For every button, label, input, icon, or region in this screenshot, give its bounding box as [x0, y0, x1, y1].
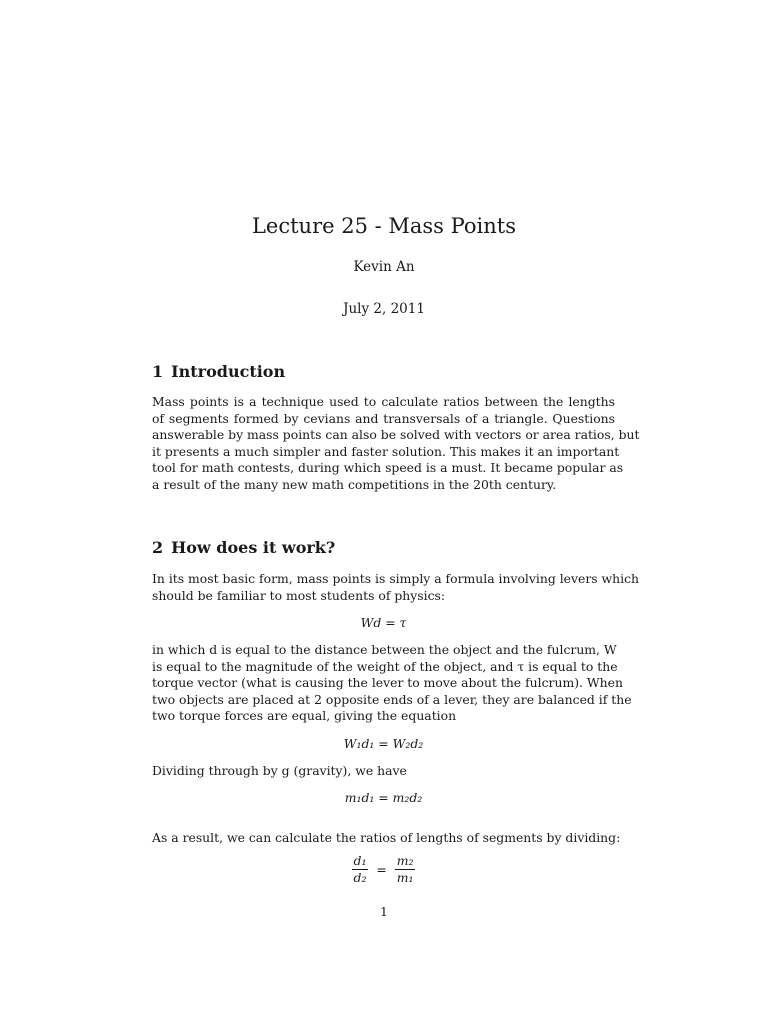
equation-mass-balance	[152, 790, 615, 805]
intro-paragraph	[152, 394, 640, 494]
text-line: is equal to the magnitude of the weight of the object, and τ is equal to the	[152, 658, 618, 674]
text-line: two objects are placed at 2 opposite ends of a lever, they are balanced if the	[152, 691, 632, 707]
text-line: should be familiar to most students of physics:	[152, 587, 446, 603]
fraction-lhs	[352, 854, 369, 885]
text-line: Mass points is a technique used to calculate ratios between the lengths	[152, 394, 615, 409]
equation-torque	[152, 615, 615, 630]
text-line: of segments formed by cevians and transversals of a triangle. Questions	[152, 410, 615, 426]
text-line: in which d is equal to the distance between the object and the fulcrum, W	[152, 642, 617, 657]
fraction-denominator: m₁	[396, 870, 414, 885]
text-line: a result of the many new math competitions in the 20th century.	[152, 476, 557, 492]
text-line: Dividing through by g (gravity), we have	[152, 763, 407, 778]
section-title: Introduction	[171, 362, 286, 381]
text-line: As a result, we can calculate the ratios of lengths of segments by dividing:	[152, 830, 621, 845]
equation-text: W₁d₁ = W₂d₂	[343, 736, 424, 751]
text-line: In its most basic form, mass points is simply a formula involving levers which	[152, 571, 640, 586]
section-title: How does it work?	[171, 538, 336, 557]
fraction-rhs	[395, 854, 416, 885]
section-number: 2	[152, 538, 164, 557]
equals-sign: =	[376, 862, 387, 877]
paragraph	[152, 642, 632, 725]
fraction-numerator: m₂	[396, 853, 414, 868]
text-line: two torque forces are equal, giving the equation	[152, 708, 457, 724]
equation-ratio	[152, 854, 615, 885]
paper-title: Lecture 25 - Mass Points	[251, 214, 517, 239]
date: July 2, 2011	[343, 301, 425, 317]
author: Kevin An	[353, 259, 415, 275]
fraction-numerator: d₁	[353, 853, 367, 868]
section-heading-introduction	[152, 362, 285, 381]
paragraph	[152, 763, 615, 780]
text-line: tool for math contests, during which speed is a must. It became popular as	[152, 460, 624, 476]
section-number: 1	[152, 362, 164, 381]
page-number: 1	[380, 904, 388, 919]
equation-text: Wd = τ	[360, 615, 407, 630]
text-line: torque vector (what is causing the lever to move about the fulcrum). When	[152, 675, 623, 691]
equation-weight-balance	[152, 736, 615, 751]
section-heading-how-does-it-work	[152, 538, 335, 557]
paragraph	[152, 830, 621, 847]
paragraph	[152, 571, 640, 604]
equation-text: m₁d₁ = m₂d₂	[344, 790, 423, 805]
text-line: answerable by mass points can also be solved with vectors or area ratios, but	[152, 427, 640, 443]
fraction-denominator: d₂	[353, 870, 367, 885]
text-line: it presents a much simpler and faster solution. This makes it an important	[152, 443, 620, 459]
